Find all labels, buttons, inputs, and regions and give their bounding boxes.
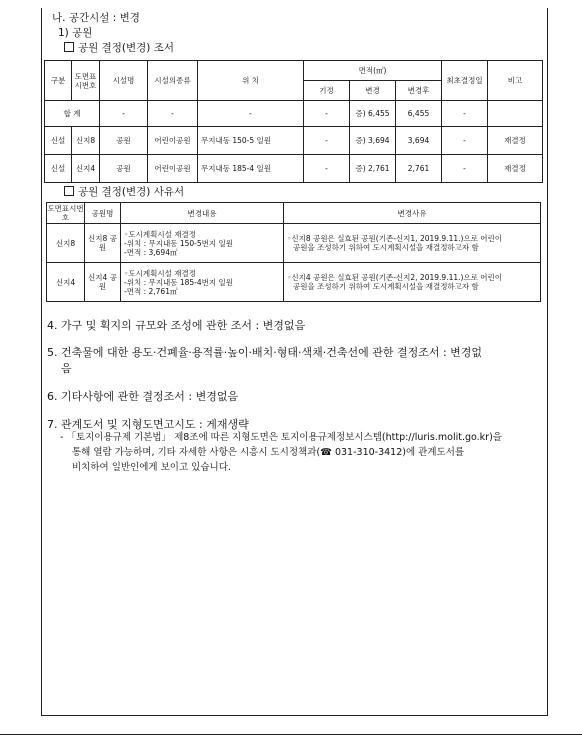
th-area: 면적(㎡) — [304, 61, 442, 81]
cell: 신설 — [45, 127, 72, 155]
reason-line: ◦신지8 공원은 실효된 공원(기존-신지1, 2019.9.11.)으로 어린이 — [287, 234, 503, 243]
cell: 증) 2,761 — [350, 155, 396, 183]
section-7: 7. 관계도서 및 지형도면고시도 : 게재생략 — [47, 418, 249, 431]
cell: 증) 6,455 — [350, 101, 396, 127]
th-gubun: 구분 — [45, 61, 72, 101]
cell-reason — [284, 224, 541, 263]
cell: 재결정 — [488, 155, 543, 183]
cell: 신지8 — [72, 127, 100, 155]
cell: 신지8 — [47, 224, 85, 263]
content-line: -면적 : 2,761㎡ — [124, 286, 178, 296]
content-line: -면적 : 3,694㎡ — [124, 247, 178, 257]
content-line: -위치 : 무지내동 185-4번지 일원 — [124, 277, 234, 287]
th-first-decision: 최초결정일 — [442, 61, 488, 101]
content-line: ◦도시계획시설 재결정 — [124, 229, 197, 239]
th-content: 변경내용 — [121, 203, 284, 224]
table2-title — [64, 186, 184, 199]
reason-line: ◦신지4 공원은 실효된 공원(기존-신지2, 2019.9.11.)으로 어린이 — [287, 273, 503, 282]
table1-title-text: 공원 결정(변경) 조서 — [78, 42, 175, 54]
cell: - — [442, 101, 488, 127]
cell: 재결정 — [488, 127, 543, 155]
cell: 무지내동 150-5 일원 — [198, 127, 304, 155]
cell-content — [121, 224, 284, 263]
th-note: 비고 — [488, 61, 543, 101]
para-line: 통해 열람 가능하며, 기타 자세한 사항은 시흥시 도시정책과(☎ 031-310-3412)에 관계도서를 — [72, 447, 465, 458]
section-5-line1: 5. 건축물에 대한 용도·건폐율·용적률·높이·배치·형태·색채·건축선에 관한 결정조서 : 변경없 — [47, 346, 483, 359]
table2-title-text: 공원 결정(변경) 사유서 — [78, 186, 185, 198]
cell: - — [148, 101, 198, 127]
cell: - — [304, 155, 350, 183]
cell: 공원 — [100, 155, 148, 183]
cell-reason — [284, 263, 541, 302]
cell: - — [442, 155, 488, 183]
cell: 신지8 공원 — [85, 224, 121, 263]
section-heading: 나. 공간시설 : 변경 — [52, 12, 140, 24]
table-row — [45, 127, 543, 155]
table-row — [47, 224, 541, 263]
cell: - — [100, 101, 148, 127]
checkbox-square-icon — [64, 42, 74, 52]
para-line: - 「토지이용규제 기본법」 제8조에 따른 지형도면은 토지이용규제정보시스템(http://luris.molit.go.kr)을 — [60, 432, 502, 443]
cell: 3,694 — [396, 127, 442, 155]
table1-title — [64, 42, 174, 55]
th-location: 위 치 — [198, 61, 304, 101]
cell: - — [442, 127, 488, 155]
cell-content — [121, 263, 284, 302]
th-before: 기정 — [304, 81, 350, 101]
cell: 2,761 — [396, 155, 442, 183]
th-name: 시설명 — [100, 61, 148, 101]
cell: - — [304, 127, 350, 155]
cell: - — [198, 101, 304, 127]
cell: 신지4 — [47, 263, 85, 302]
cell: 무지내동 185-4 일원 — [198, 155, 304, 183]
section-7-paragraph — [60, 430, 544, 475]
cell: 공원 — [100, 127, 148, 155]
cell: 신설 — [45, 155, 72, 183]
content-line: ◦도시계획시설 재결정 — [124, 268, 197, 278]
para-line: 비치하여 일반인에게 보이고 있습니다. — [72, 462, 231, 473]
cell-total-label: 합 계 — [45, 101, 100, 127]
th-park-name: 공원명 — [85, 203, 121, 224]
th-kind: 시설의종류 — [148, 61, 198, 101]
reason-line: 공원을 조성하기 위하여 도시계획시설을 재결정하고자 함 — [293, 243, 479, 252]
cell: - — [304, 101, 350, 127]
park-reason-table — [46, 202, 541, 302]
th-change: 변경 — [350, 81, 396, 101]
table-row — [47, 263, 541, 302]
park-decision-table — [44, 60, 543, 183]
cell — [488, 101, 543, 127]
content-line: -위치 : 무지내동 150-5번지 일원 — [124, 238, 234, 248]
reason-line: 공원을 조성하기 위하여 도시계획시설을 재결정하고자 함 — [293, 282, 479, 291]
th-after: 변경후 — [396, 81, 442, 101]
section-6: 6. 기타사항에 관한 결정조서 : 변경없음 — [47, 390, 239, 403]
table-row-total — [45, 101, 543, 127]
table-row — [45, 155, 543, 183]
cell: 어린이공원 — [148, 127, 198, 155]
th-no: 도면표시번호 — [47, 204, 84, 222]
th-reason: 변경사유 — [284, 203, 541, 224]
cell: 신지4 공원 — [85, 263, 121, 302]
section-4: 4. 가구 및 획지의 규모와 조성에 관한 조서 : 변경없음 — [47, 319, 306, 332]
cell: 6,455 — [396, 101, 442, 127]
th-no: 도면표시번호 — [72, 61, 100, 101]
cell: 신지4 — [72, 155, 100, 183]
cell: 증) 3,694 — [350, 127, 396, 155]
cell: 어린이공원 — [148, 155, 198, 183]
bottom-rule — [0, 734, 582, 735]
subsection-park: 1) 공원 — [58, 27, 93, 39]
section-5-line2: 음 — [61, 362, 72, 375]
checkbox-square-icon — [64, 186, 74, 196]
